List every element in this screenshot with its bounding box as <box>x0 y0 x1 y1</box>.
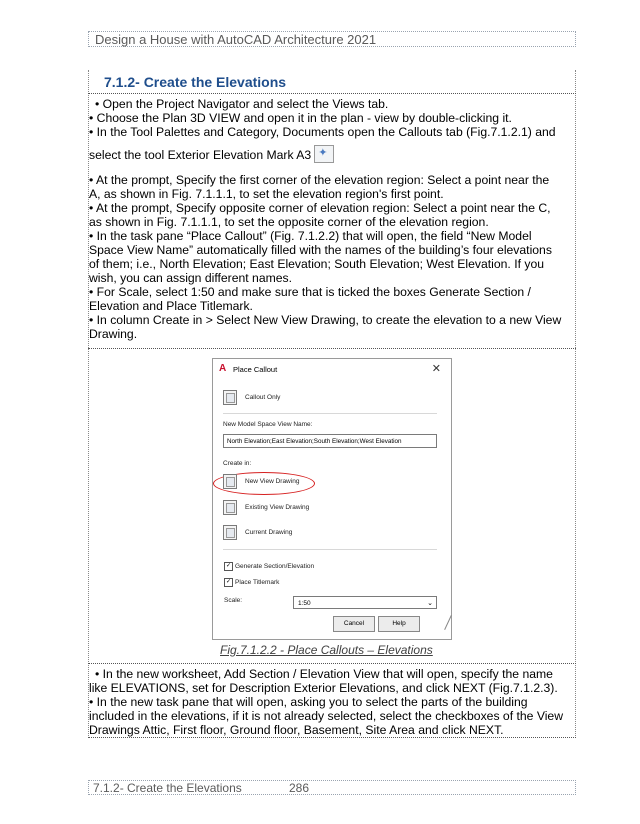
place-titlemark-label: Place Titlemark <box>235 579 280 586</box>
paragraph-line: Space View Name” automatically filled with the names of the building’s four elevations <box>89 243 552 257</box>
generate-section-label: Generate Section/Elevation <box>235 563 315 570</box>
divider <box>88 348 576 349</box>
view-name-input[interactable]: North Elevation;East Elevation;South Elevation;West Elevation <box>223 434 437 448</box>
help-button[interactable]: Help <box>378 616 420 632</box>
paragraph-line: • In the new worksheet, Add Section / Elevation View that will open, specify the name <box>95 667 553 681</box>
view-name-label: New Model Space View Name: <box>223 421 313 428</box>
divider <box>88 93 576 94</box>
new-view-drawing-label[interactable]: New View Drawing <box>245 478 300 485</box>
generate-section-checkbox[interactable]: ✓ <box>225 563 232 569</box>
paragraph-line: • At the prompt, Specify the first corner of the elevation region: Select a point near the <box>89 173 550 187</box>
paragraph-line: Drawings Attic, First floor, Ground floor, Basement, Site Area and click NEXT. <box>89 723 504 737</box>
place-titlemark-checkbox[interactable]: ✓ <box>225 579 232 585</box>
exterior-elevation-mark-icon <box>314 145 334 163</box>
divider <box>223 549 437 550</box>
scale-value: 1:50 <box>298 600 311 607</box>
place-callout-dialog <box>212 358 452 640</box>
paragraph-line-with-icon <box>89 145 575 163</box>
chevron-down-icon: ⌄ <box>427 600 433 607</box>
figure-caption: Fig.7.1.2.2 - Place Callouts – Elevations <box>220 643 433 657</box>
dialog-title: Place Callout <box>233 365 278 374</box>
existing-view-drawing-label[interactable]: Existing View Drawing <box>245 504 310 511</box>
callout-only-icon[interactable] <box>223 390 237 405</box>
paragraph-line: • In the task pane “Place Callout” (Fig. 7.1.2.2) that will open, the field “New Model <box>89 229 532 243</box>
paragraph-line: • Choose the Plan 3D VIEW and open it in the plan - view by double-clicking it. <box>89 111 512 125</box>
callout-only-label[interactable]: Callout Only <box>245 394 281 401</box>
page-header: Design a House with AutoCAD Architecture 2021 <box>88 31 576 47</box>
cancel-button[interactable]: Cancel <box>333 616 375 632</box>
instructions-block-1 <box>89 97 575 341</box>
current-drawing-label[interactable]: Current Drawing <box>245 529 293 536</box>
paragraph-line: included in the elevations, if it is not already selected, select the checkboxes of the View <box>89 709 564 723</box>
paragraph-line: • In the new task pane that will open, asking you to select the parts of the building <box>89 695 528 709</box>
paragraph-line: A, as shown in Fig. 7.1.1.1, to set the elevation region's first point. <box>89 187 444 201</box>
paragraph-line: of them; i.e., North Elevation; East Elevation; South Elevation; West Elevation. If you <box>89 257 545 271</box>
section-title: 7.1.2- Create the Elevations <box>104 74 287 90</box>
new-view-drawing-icon[interactable] <box>223 474 237 489</box>
create-in-label: Create in: <box>223 460 252 467</box>
divider <box>223 413 437 414</box>
dialog-titlebar <box>213 359 449 379</box>
paragraph-line: • In the Tool Palettes and Category, Documents open the Callouts tab (Fig.7.1.2.1) and <box>89 125 556 139</box>
paragraph-line: • In column Create in > Select New View Drawing, to create the elevation to a new View <box>89 313 562 327</box>
paragraph-line: like ELEVATIONS, set for Description Exterior Elevations, and click NEXT (Fig.7.1.2.3). <box>89 681 558 695</box>
instructions-block-2 <box>89 667 575 737</box>
paragraph-line: Drawing. <box>89 327 138 341</box>
footer-section: 7.1.2- Create the Elevations <box>93 781 242 795</box>
divider <box>88 663 576 664</box>
existing-view-drawing-icon[interactable] <box>223 500 237 515</box>
divider <box>88 737 576 738</box>
page-footer <box>88 780 576 795</box>
paragraph-line: Elevation and Place Titlemark. <box>89 299 253 313</box>
close-icon[interactable]: ✕ <box>431 363 441 375</box>
paragraph-line: • Open the Project Navigator and select the Views tab. <box>95 97 389 111</box>
paragraph-line: • For Scale, select 1:50 and make sure that is ticked the boxes Generate Section / <box>89 285 531 299</box>
page-number: 286 <box>289 781 310 795</box>
scale-select[interactable] <box>293 596 437 609</box>
paragraph-line: wish, you can assign different names. <box>89 271 293 285</box>
paragraph-line: as shown in Fig. 7.1.1.1, to set the opposite corner of the elevation region. <box>89 215 489 229</box>
paragraph-line: • At the prompt, Specify opposite corner of elevation region: Select a point near the C, <box>89 201 551 215</box>
paragraph-text: select the tool Exterior Elevation Mark A3 <box>89 148 312 162</box>
autocad-logo-icon: A <box>219 363 227 374</box>
current-drawing-icon[interactable] <box>223 525 237 540</box>
scale-label: Scale: <box>224 597 243 604</box>
